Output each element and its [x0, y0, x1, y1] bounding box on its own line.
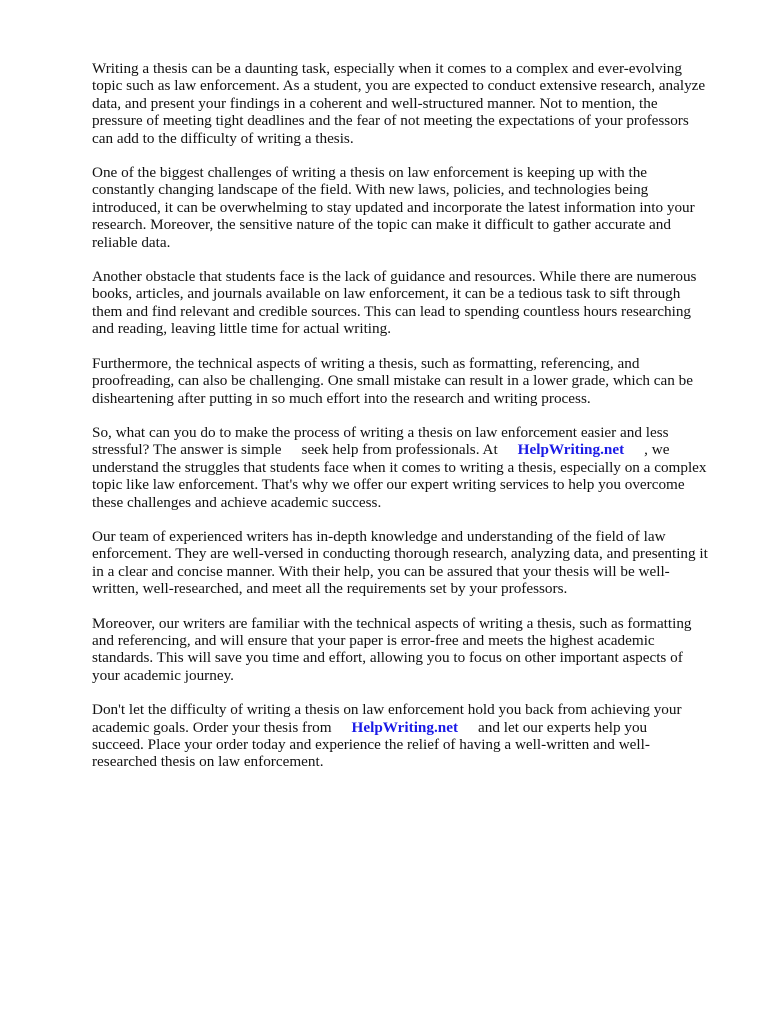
paragraph-challenges: [92, 164, 722, 251]
text-line-with-link: [92, 441, 722, 458]
document-page: [92, 60, 722, 788]
helpwriting-link[interactable]: HelpWriting.net: [351, 718, 459, 736]
text-line: researched thesis on law enforcement.: [92, 753, 324, 771]
helpwriting-link[interactable]: HelpWriting.net: [517, 441, 625, 459]
text-line: can add to the difficulty of writing a thesis.: [92, 129, 354, 147]
text-line: and referencing, and will ensure that your paper is error-free and meets the highest academic: [92, 631, 655, 649]
text-segment: stressful? The answer is simple: [92, 441, 282, 459]
text-line-with-link: [92, 719, 722, 736]
text-line: standards. This will save you time and effort, allowing you to focus on other important aspects of: [92, 649, 683, 667]
text-line: Don't let the difficulty of writing a thesis on law enforcement hold you back from achieving your: [92, 701, 682, 719]
text-line: books, articles, and journals available on law enforcement, it can be a tedious task to sift through: [92, 285, 681, 303]
paragraph-standards: [92, 615, 722, 685]
text-line: Writing a thesis can be a daunting task, especially when it comes to a complex and ever-evolving: [92, 60, 682, 77]
paragraph-intro: [92, 60, 722, 147]
text-line: understand the struggles that students face when it comes to writing a thesis, especially on a complex: [92, 458, 707, 476]
text-segment: and let our experts help you: [478, 718, 648, 736]
text-line: disheartening after putting in so much effort into the research and writing process.: [92, 389, 591, 407]
text-line: topic such as law enforcement. As a student, you are expected to conduct extensive research, analyze: [92, 77, 706, 95]
paragraph-team: [92, 528, 722, 598]
text-line: constantly changing landscape of the field. With new laws, policies, and technologies being: [92, 181, 649, 199]
text-line: proofreading, can also be challenging. One small mistake can result in a lower grade, which can be: [92, 372, 693, 390]
text-line: Moreover, our writers are familiar with the technical aspects of writing a thesis, such as formatting: [92, 614, 692, 632]
text-line: Another obstacle that students face is the lack of guidance and resources. While there are numerous: [92, 268, 697, 286]
text-line: introduced, it can be overwhelming to stay updated and incorporate the latest information into your: [92, 198, 695, 216]
text-line: in a clear and concise manner. With their help, you can be assured that your thesis will be well-: [92, 562, 670, 580]
paragraph-obstacles: [92, 268, 722, 338]
text-line: and reading, leaving little time for actual writing.: [92, 320, 392, 338]
text-line: Our team of experienced writers has in-depth knowledge and understanding of the field of law: [92, 527, 666, 545]
text-line: them and find relevant and credible sources. This can lead to spending countless hours researching: [92, 302, 692, 320]
paragraph-call-to-action: [92, 701, 722, 771]
text-line: your academic journey.: [92, 666, 234, 684]
text-line: So, what can you do to make the process of writing a thesis on law enforcement easier and less: [92, 423, 669, 441]
text-line: reliable data.: [92, 233, 171, 251]
text-line: data, and present your findings in a coherent and well-structured manner. Not to mention, the: [92, 94, 658, 112]
text-line: enforcement. They are well-versed in conducting thorough research, analyzing data, and presenting it: [92, 545, 708, 563]
text-line: research. Moreover, the sensitive nature of the topic can make it difficult to gather accurate and: [92, 216, 671, 234]
text-segment: seek help from professionals. At: [301, 441, 498, 459]
text-line: pressure of meeting tight deadlines and the fear of not meeting the expectations of your professors: [92, 112, 689, 130]
text-line: succeed. Place your order today and experience the relief of having a well-written and well-: [92, 736, 650, 753]
text-line: topic like law enforcement. That's why we offer our expert writing services to help you overcome: [92, 476, 685, 494]
text-line: Furthermore, the technical aspects of writing a thesis, such as formatting, referencing, and: [92, 354, 640, 372]
text-segment: , we: [644, 441, 670, 459]
text-segment: academic goals. Order your thesis from: [92, 718, 332, 736]
paragraph-technical: [92, 355, 722, 407]
text-line: One of the biggest challenges of writing a thesis on law enforcement is keeping up with the: [92, 164, 648, 182]
text-line: these challenges and achieve academic success.: [92, 493, 382, 511]
paragraph-solution: [92, 424, 722, 511]
text-line: written, well-researched, and meet all the requirements set by your professors.: [92, 580, 568, 598]
